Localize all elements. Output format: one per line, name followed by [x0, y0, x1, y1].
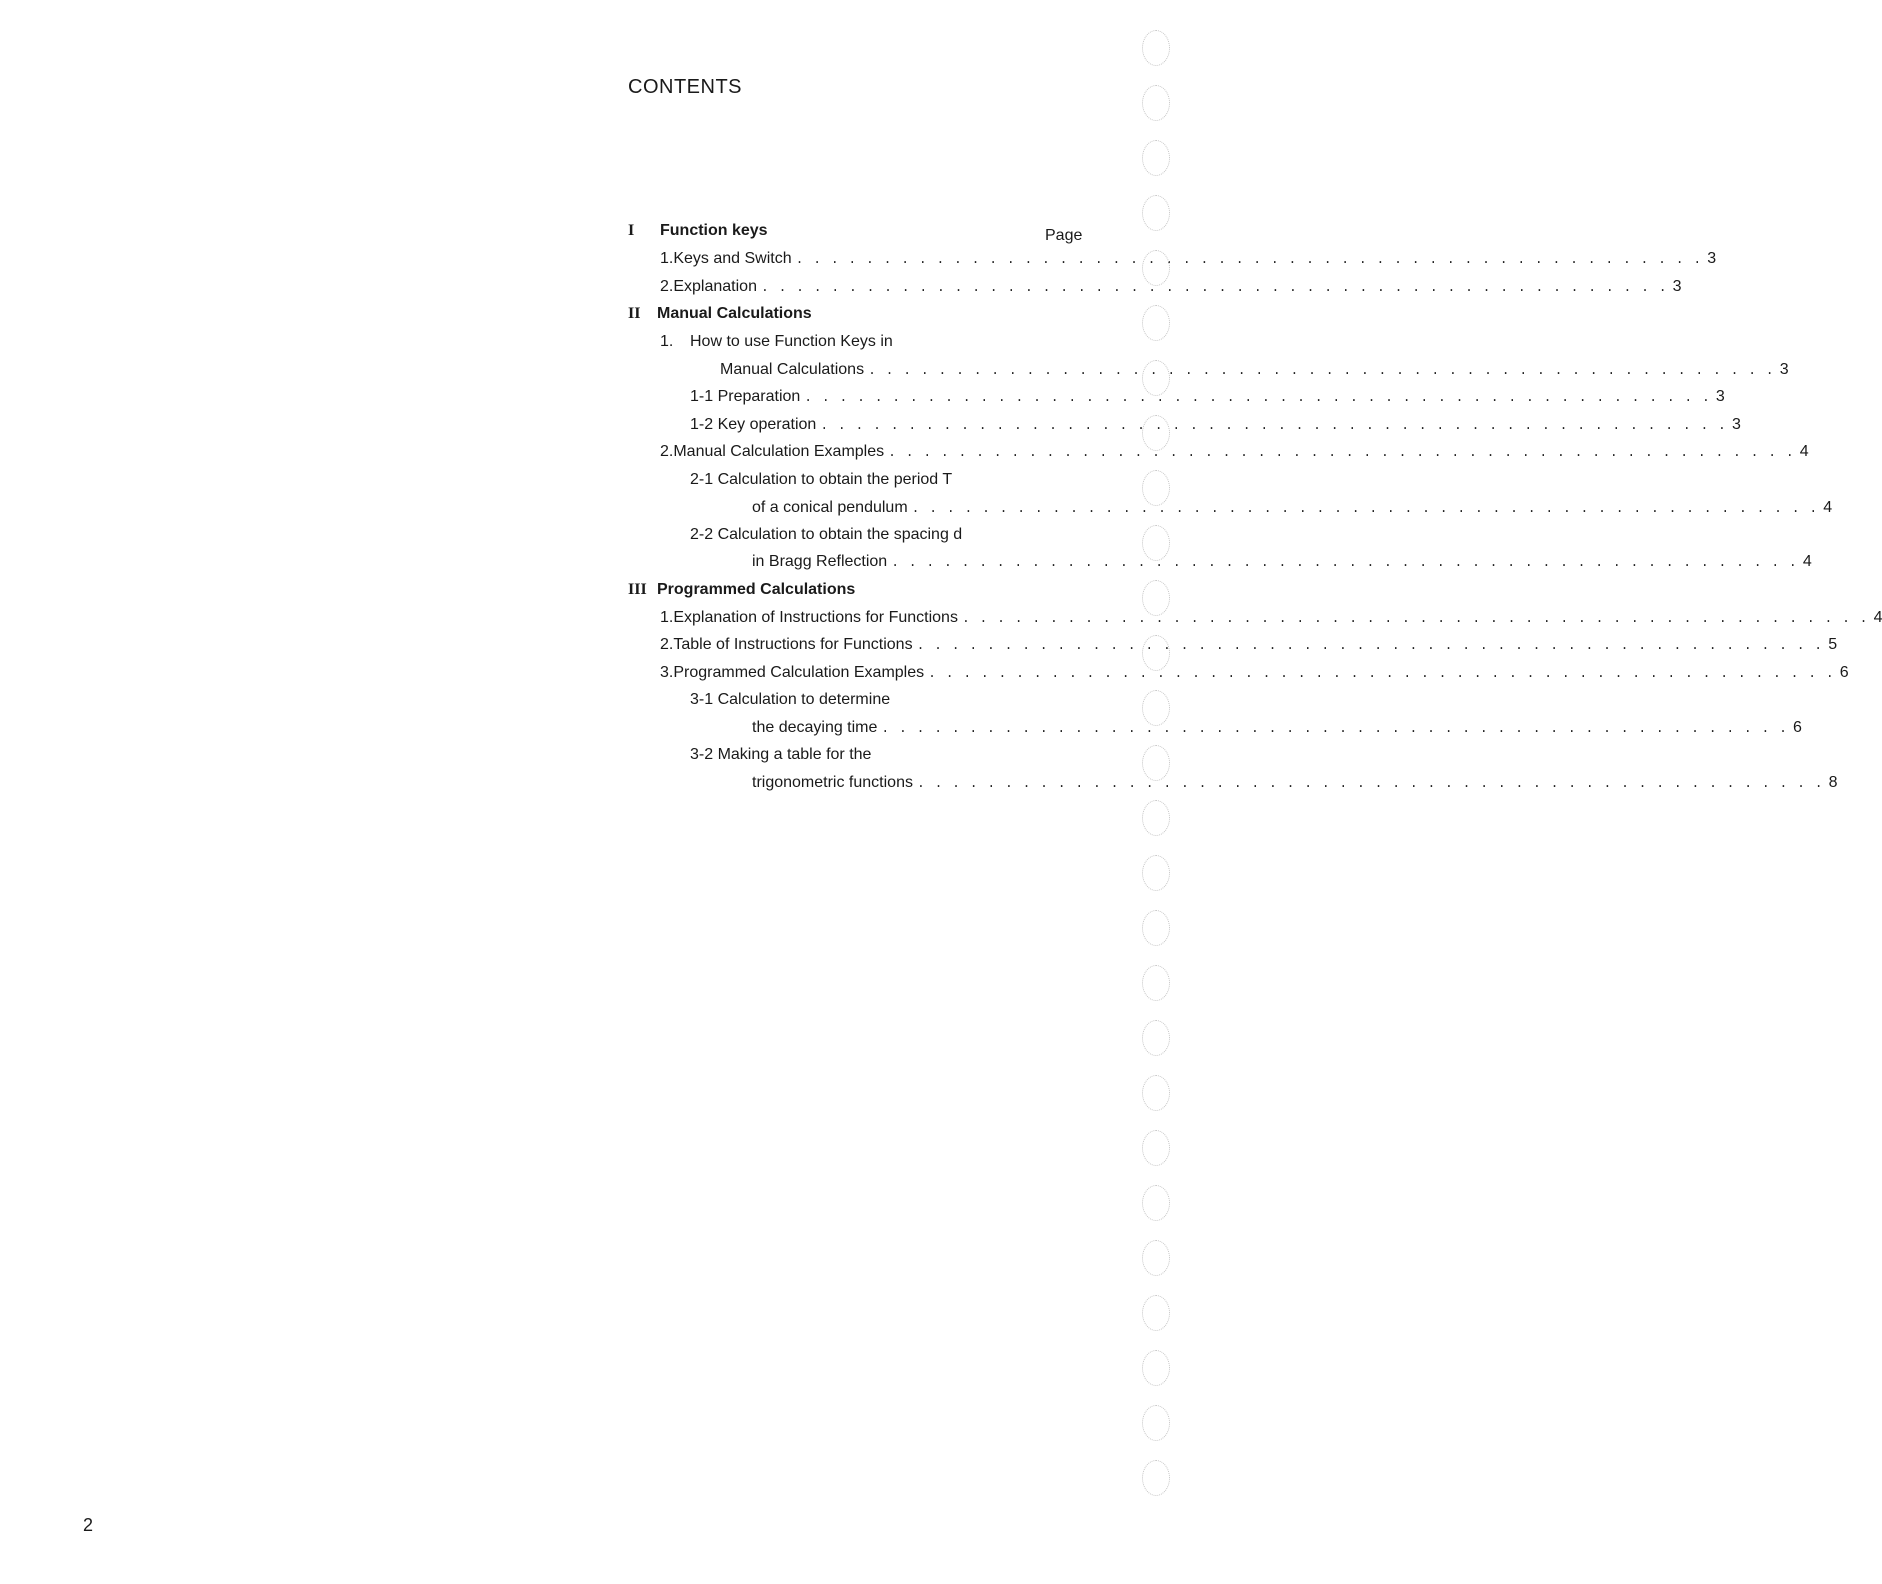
page-column-label: Page	[1045, 227, 1083, 244]
binding-hole	[1142, 635, 1170, 671]
dot-leader: . . . . . . . . . . . . . . . . . . . . . . . . . . . . . . . . . . . . . . . . . . . . . . . . . . . .	[795, 252, 1703, 267]
binding-hole	[1142, 195, 1170, 231]
entry-text: 1-1 Preparation	[690, 388, 801, 405]
binding-hole	[1142, 1240, 1170, 1276]
toc-entry[interactable]	[660, 440, 1809, 464]
dot-leader: . . . . . . . . . . . . . . . . . . . . . . . . . . . . . . . . . . . . . . . . . . . . . . . . . . . .	[916, 776, 1824, 791]
section-numeral-2: II	[628, 305, 641, 322]
toc-entry[interactable]	[752, 550, 1812, 574]
binding-hole	[1142, 360, 1170, 396]
section-heading-function-keys: Function keys	[660, 222, 768, 239]
section-numeral-1: I	[628, 222, 635, 239]
toc-entry-line1: 3-1 Calculation to determine	[690, 691, 891, 708]
entry-number: 3.	[660, 664, 674, 681]
binding-hole	[1142, 580, 1170, 616]
entry-number: 2.	[660, 636, 674, 653]
binding-hole	[1142, 1460, 1170, 1496]
toc-entry[interactable]	[660, 275, 1682, 299]
binding-hole	[1142, 250, 1170, 286]
toc-entry[interactable]	[720, 358, 1789, 382]
entry-page: 4	[1802, 553, 1812, 570]
binding-hole	[1142, 1185, 1170, 1221]
toc-entry[interactable]	[752, 496, 1833, 520]
dot-leader: . . . . . . . . . . . . . . . . . . . . . . . . . . . . . . . . . . . . . . . . . . . . . . . . . . . .	[891, 555, 1798, 570]
dot-leader: . . . . . . . . . . . . . . . . . . . . . . . . . . . . . . . . . . . . . . . . . . . . . . . . . . . .	[911, 501, 1819, 516]
binding-hole	[1142, 965, 1170, 1001]
toc-entry-line1: 3-2 Making a table for the	[690, 746, 872, 763]
entry-number: 2.	[660, 443, 674, 460]
entry-text: Explanation	[673, 278, 757, 295]
toc-entry[interactable]	[752, 771, 1838, 795]
toc-entry[interactable]	[690, 385, 1725, 409]
page-title: CONTENTS	[628, 76, 742, 98]
entry-page: 6	[1839, 664, 1849, 681]
binding-hole	[1142, 800, 1170, 836]
dot-leader: . . . . . . . . . . . . . . . . . . . . . . . . . . . . . . . . . . . . . . . . . . . . . . . . . . . .	[760, 280, 1668, 295]
binding-hole	[1142, 1350, 1170, 1386]
dot-leader: . . . . . . . . . . . . . . . . . . . . . . . . . . . . . . . . . . . . . . . . . . . . . . . . . . . .	[961, 611, 1869, 626]
entry-page: 4	[1799, 443, 1809, 460]
binding-hole	[1142, 855, 1170, 891]
binding-hole	[1142, 470, 1170, 506]
binding-hole	[1142, 525, 1170, 561]
entry-text: Table of Instructions for Functions	[673, 636, 913, 653]
toc-entry[interactable]	[660, 606, 1882, 630]
binding-hole	[1142, 30, 1170, 66]
entry-number: 1.	[660, 333, 674, 350]
section-heading-programmed-calculations: Programmed Calculations	[657, 581, 856, 598]
entry-number: 1.	[660, 250, 674, 267]
entry-text: 1-2 Key operation	[690, 416, 817, 433]
toc-entry[interactable]	[660, 633, 1838, 657]
entry-text: Programmed Calculation Examples	[673, 664, 925, 681]
entry-page: 3	[1707, 250, 1717, 267]
toc-entry[interactable]	[690, 413, 1741, 437]
entry-page: 3	[1779, 361, 1789, 378]
entry-page: 3	[1672, 278, 1682, 295]
entry-page: 4	[1823, 499, 1833, 516]
section-numeral-3: III	[628, 581, 647, 598]
dot-leader: . . . . . . . . . . . . . . . . . . . . . . . . . . . . . . . . . . . . . . . . . . . . . . . . . . . .	[881, 721, 1788, 736]
binding-hole	[1142, 1020, 1170, 1056]
entry-text: Keys and Switch	[673, 250, 792, 267]
binding-hole	[1142, 1075, 1170, 1111]
binding-holes	[1130, 30, 1190, 1560]
dot-leader: . . . . . . . . . . . . . . . . . . . . . . . . . . . . . . . . . . . . . . . . . . . . . . . . . . . .	[928, 666, 1835, 681]
binding-hole	[1142, 1295, 1170, 1331]
dot-leader: . . . . . . . . . . . . . . . . . . . . . . . . . . . . . . . . . . . . . . . . . . . . . . . . . . . .	[804, 390, 1711, 405]
entry-text-cont: of a conical pendulum	[752, 499, 908, 516]
binding-hole	[1142, 85, 1170, 121]
toc-entry-line1: 2-2 Calculation to obtain the spacing d	[690, 526, 963, 543]
entry-page: 6	[1793, 719, 1802, 736]
entry-text: Manual Calculation Examples	[673, 443, 885, 460]
entry-page: 5	[1828, 636, 1838, 653]
page-number: 2	[83, 1515, 94, 1535]
binding-hole	[1142, 305, 1170, 341]
dot-leader: . . . . . . . . . . . . . . . . . . . . . . . . . . . . . . . . . . . . . . . . . . . . . . . . . . . .	[916, 638, 1824, 653]
entry-text: How to use Function Keys in	[690, 333, 893, 350]
binding-hole	[1142, 1405, 1170, 1441]
entry-page: 3	[1715, 388, 1725, 405]
entry-text-cont: the decaying time	[752, 719, 878, 736]
binding-hole	[1142, 1130, 1170, 1166]
entry-text-cont: Manual Calculations	[720, 361, 865, 378]
binding-hole	[1142, 415, 1170, 451]
toc-entry[interactable]	[752, 716, 1802, 740]
toc-entry-line1: 2-1 Calculation to obtain the period T	[690, 471, 953, 488]
entry-text-cont: trigonometric functions	[752, 774, 913, 791]
entry-text: Explanation of Instructions for Functions	[673, 609, 958, 626]
binding-hole	[1142, 140, 1170, 176]
entry-text-cont: in Bragg Reflection	[752, 553, 888, 570]
entry-number: 1.	[660, 609, 674, 626]
entry-page: 8	[1828, 774, 1838, 791]
dot-leader: . . . . . . . . . . . . . . . . . . . . . . . . . . . . . . . . . . . . . . . . . . . . . . . . . . . .	[820, 418, 1727, 433]
binding-hole	[1142, 910, 1170, 946]
toc-entry-line1	[660, 330, 893, 354]
entry-page: 4	[1873, 609, 1882, 626]
section-heading-manual-calculations: Manual Calculations	[657, 305, 812, 322]
dot-leader: . . . . . . . . . . . . . . . . . . . . . . . . . . . . . . . . . . . . . . . . . . . . . . . . . . . .	[888, 445, 1795, 460]
binding-hole	[1142, 690, 1170, 726]
dot-leader: . . . . . . . . . . . . . . . . . . . . . . . . . . . . . . . . . . . . . . . . . . . . . . . . . . . .	[868, 363, 1775, 378]
entry-number: 2.	[660, 278, 674, 295]
binding-hole	[1142, 745, 1170, 781]
toc-entry[interactable]	[660, 247, 1717, 271]
entry-page: 3	[1731, 416, 1741, 433]
toc-entry[interactable]	[660, 661, 1849, 685]
